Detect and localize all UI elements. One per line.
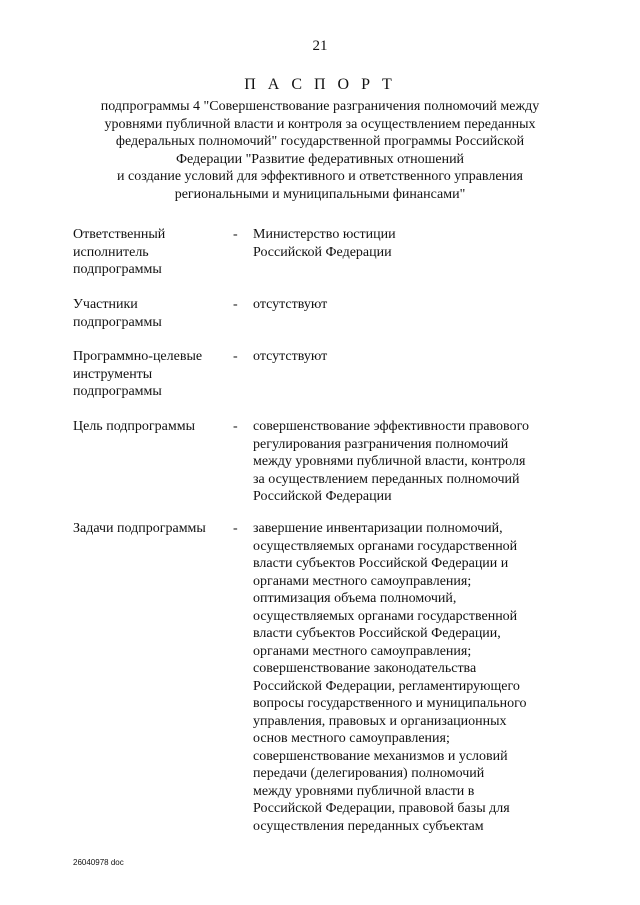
row-label: [73, 418, 223, 436]
row-label-line: Участники: [73, 297, 138, 312]
row-value: [253, 418, 583, 506]
row-value-line: между уровнями публичной власти в: [253, 783, 475, 799]
page-number: 21: [312, 38, 328, 54]
row-value-line: между уровнями публичной власти, контроля: [253, 454, 526, 469]
row-value-line: регулирования разграничения полномочий: [253, 436, 509, 452]
row-label-line: Ответственный: [73, 227, 166, 242]
row-value-line: Министерство юстиции: [253, 227, 396, 242]
row-label: [73, 296, 223, 331]
row-value-line: совершенствование законодательства: [253, 661, 477, 676]
row-dash: -: [233, 227, 238, 242]
row-dash: -: [233, 419, 238, 434]
row-value-line: завершение инвентаризации полномочий,: [253, 521, 503, 536]
row-value-line: вопросы государственного и муниципального: [253, 696, 527, 711]
row-value-line: органами местного самоуправления;: [253, 573, 472, 589]
row-value-line: органами местного самоуправления;: [253, 643, 472, 659]
row-value-line: совершенствование механизмов и условий: [253, 748, 508, 764]
row-label: [73, 348, 223, 401]
row-value-line: управления, правовых и организационных: [253, 713, 507, 729]
subtitle-line: Федерации "Развитие федеративных отношений: [175, 151, 465, 167]
subtitle-line: подпрограммы 4 "Совершенствование разграничения полномочий между: [100, 99, 540, 114]
row-value-line: отсутствуют: [253, 297, 328, 312]
row-value-line: отсутствуют: [253, 349, 328, 364]
row-label-line: Цель подпрограммы: [73, 419, 195, 434]
subtitle-line: и создание условий для эффективного и ответственного управления: [117, 169, 523, 184]
row-value-line: Российской Федерации: [253, 244, 392, 260]
row-value-line: осуществления переданных субъектам: [253, 818, 484, 834]
subtitle-line: федеральных полномочий" государственной программы Российской: [115, 134, 525, 149]
document-footer: 26040978 doc: [73, 858, 124, 867]
row-label-line: исполнитель: [73, 244, 149, 260]
row-label: [73, 226, 223, 279]
row-label-line: Программно-целевые: [73, 349, 203, 364]
row-dash: -: [233, 521, 238, 536]
row-label-line: подпрограммы: [73, 384, 162, 399]
row-label-line: подпрограммы: [73, 314, 162, 330]
document-title: П А С П О Р Т: [244, 76, 396, 93]
row-value-line: осуществляемых органами государственной: [253, 608, 518, 624]
row-value-line: за осуществлением переданных полномочий: [253, 471, 520, 487]
row-value-line: оптимизация объема полномочий,: [253, 591, 457, 606]
row-label-line: Задачи подпрограммы: [73, 521, 206, 536]
subtitle-line: региональными и муниципальными финансами": [174, 186, 466, 202]
row-label-line: инструменты: [73, 366, 153, 382]
row-dash: -: [233, 297, 238, 312]
row-value: [253, 520, 583, 835]
row-value-line: основ местного самоуправления;: [253, 731, 450, 746]
row-label: [73, 520, 223, 538]
document-subtitle: [60, 98, 580, 203]
subtitle-line: уровнями публичной власти и контроля за осуществлением переданных: [104, 116, 536, 132]
row-value: [253, 348, 583, 366]
row-label-line: подпрограммы: [73, 262, 162, 277]
row-value-line: власти субъектов Российской Федерации,: [253, 626, 501, 641]
row-value-line: осуществляемых органами государственной: [253, 538, 518, 554]
row-value: [253, 226, 583, 261]
row-value: [253, 296, 583, 314]
row-value-line: Российской Федерации, правовой базы для: [253, 801, 510, 816]
row-dash: -: [233, 349, 238, 364]
row-value-line: Российской Федерации: [253, 489, 392, 504]
row-value-line: власти субъектов Российской Федерации и: [253, 556, 509, 571]
row-value-line: совершенствование эффективности правового: [253, 419, 529, 434]
row-value-line: передачи (делегирования) полномочий: [253, 766, 485, 781]
row-value-line: Российской Федерации, регламентирующего: [253, 678, 520, 694]
